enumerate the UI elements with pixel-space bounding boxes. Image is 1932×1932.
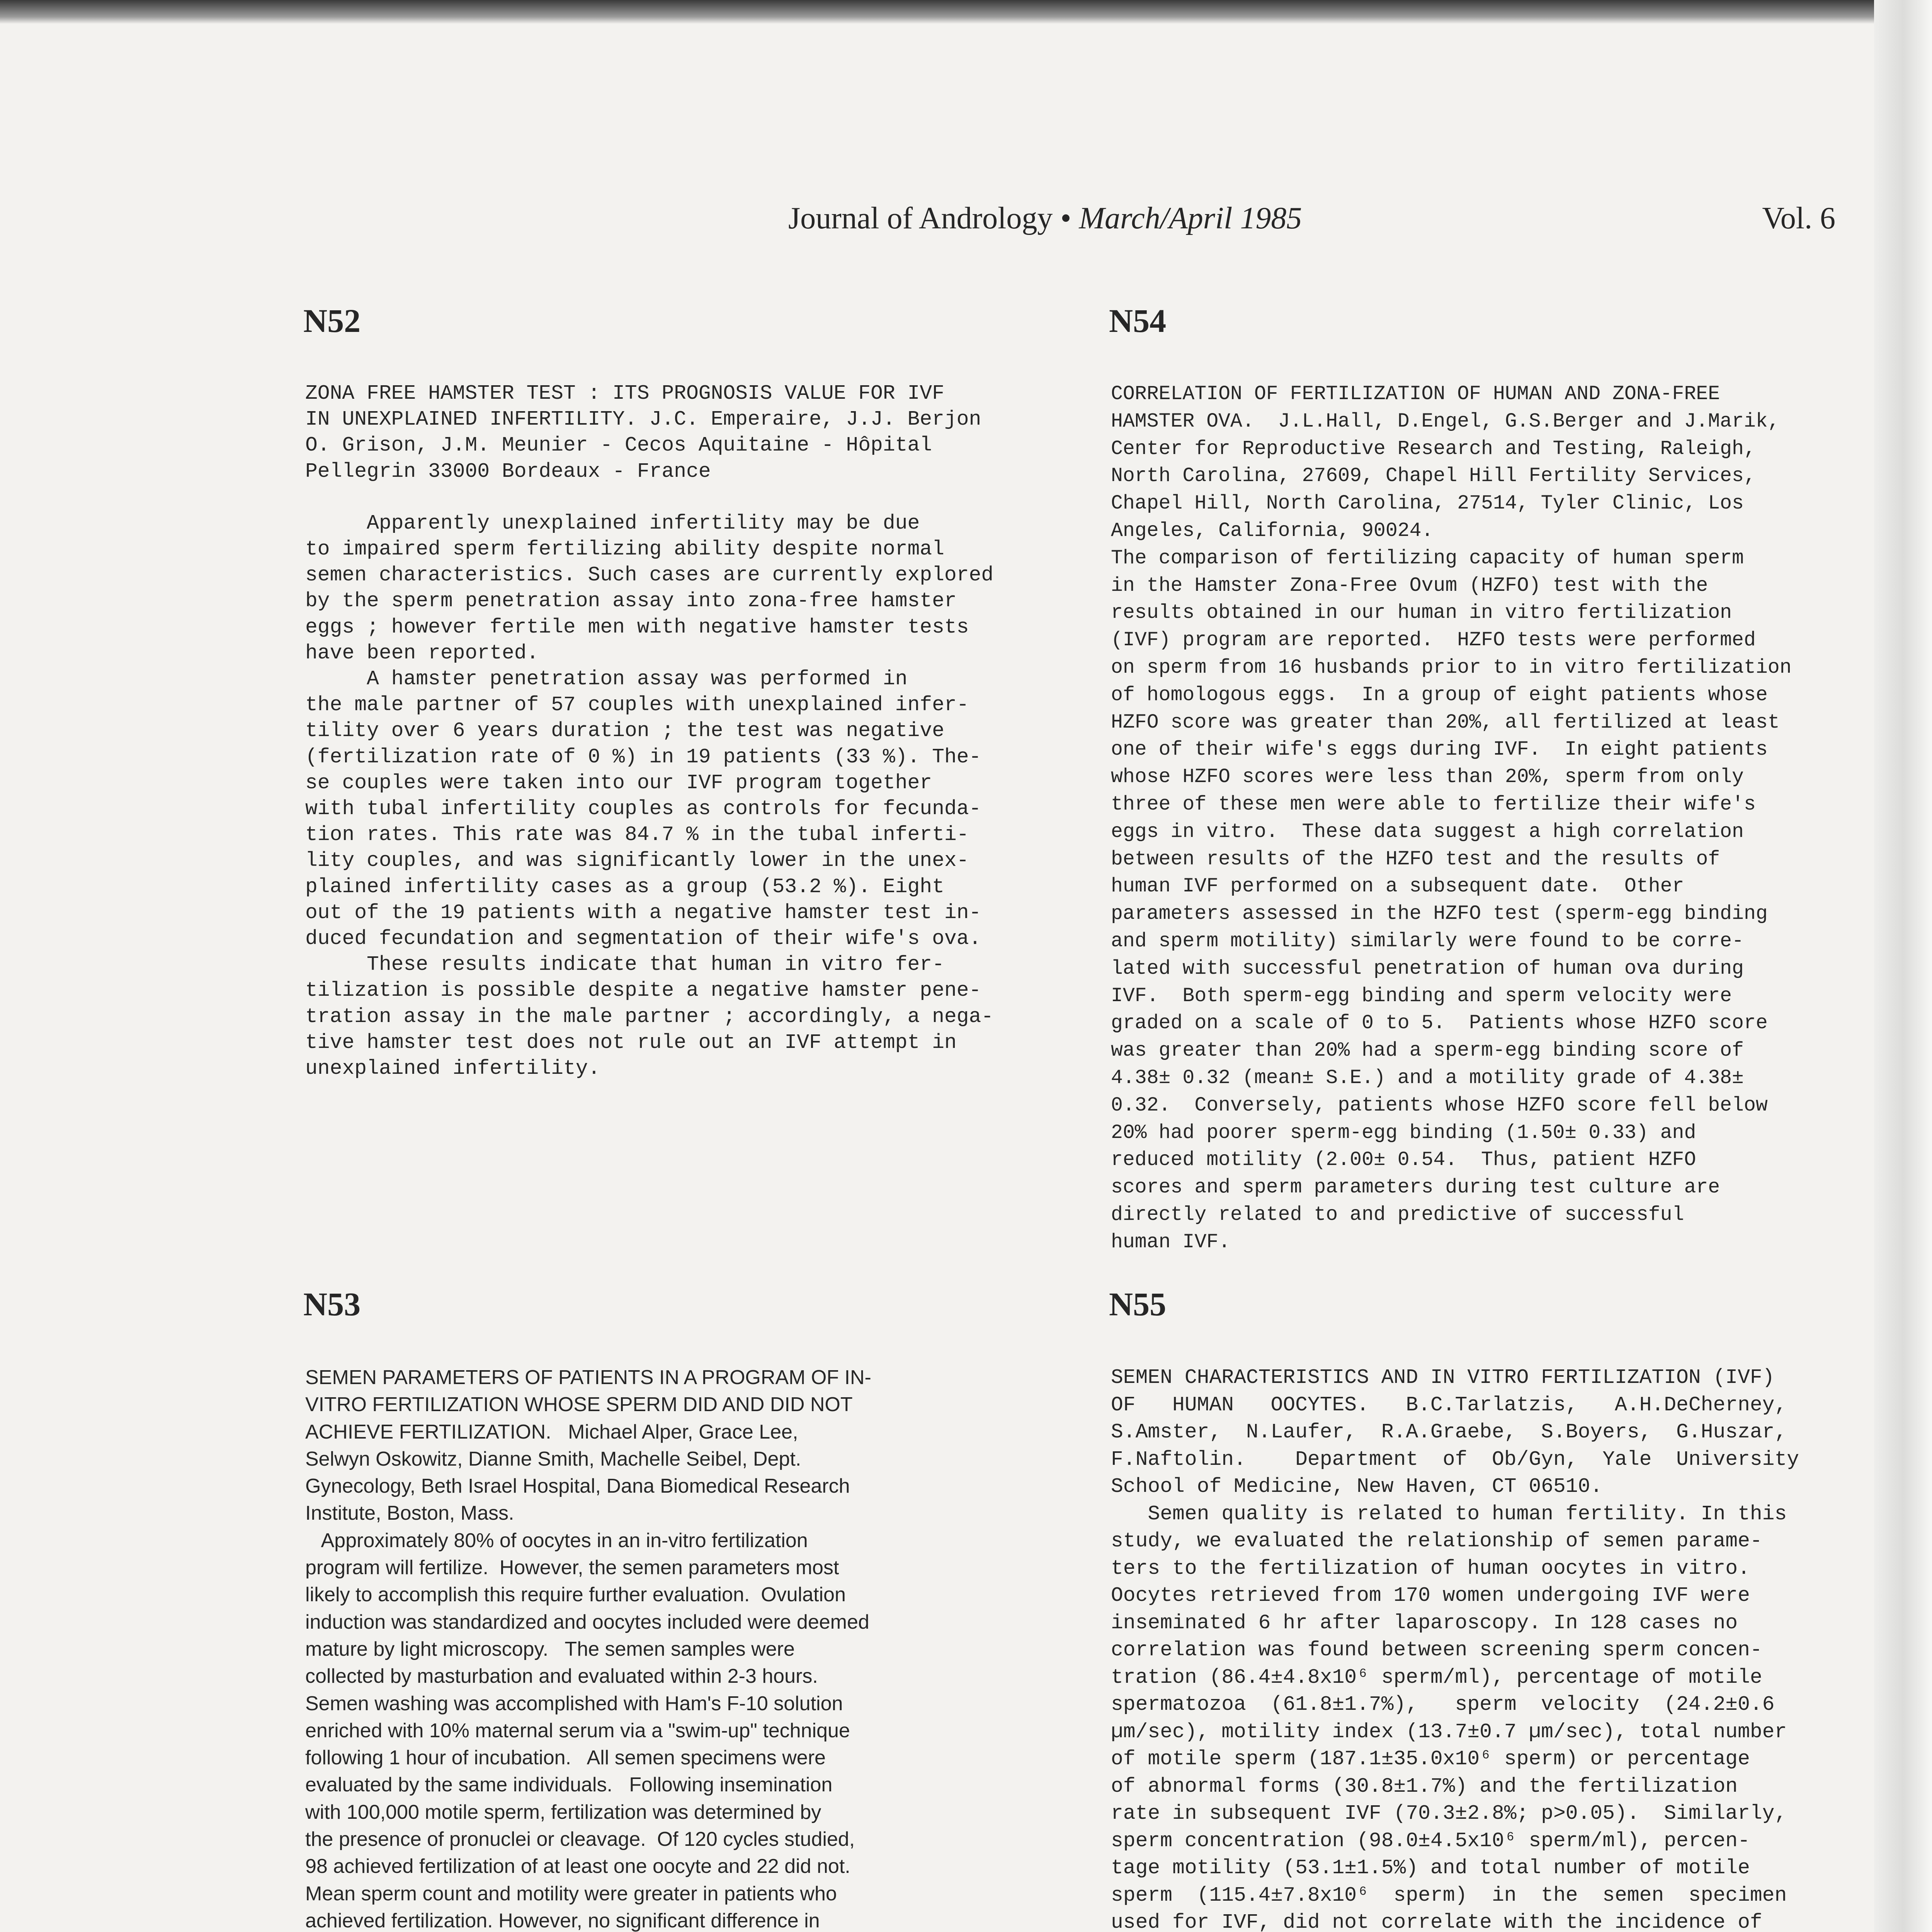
abstract-line: the presence of pronuclei or cleavage. Of 120 cycles studied,: [305, 1828, 855, 1851]
abstract-line: evaluated by the same individuals. Following insemination: [305, 1774, 833, 1796]
abstract-line: tration assay in the male partner ; accordingly, a nega-: [305, 1005, 994, 1028]
abstract-line: duced fecundation and segmentation of their wife's ova.: [305, 927, 981, 951]
abstract-line: 0.32. Conversely, patients whose HZFO score fell below: [1111, 1094, 1768, 1117]
abstract-line: collected by masturbation and evaluated within 2-3 hours.: [305, 1665, 818, 1688]
abstract-line: Center for Reproductive Research and Testing, Raleigh,: [1111, 437, 1756, 460]
abstract-line: was greater than 20% had a sperm-egg binding score of: [1111, 1039, 1744, 1062]
abstract-line: Pellegrin 33000 Bordeaux - France: [305, 459, 711, 483]
abstract-line: of motile sperm (187.1±35.0x10⁶ sperm) or percentage: [1111, 1747, 1750, 1770]
abstract-line: rate in subsequent IVF (70.3±2.8%; p>0.05). Similarly,: [1111, 1802, 1787, 1825]
abstract-line: in the Hamster Zona-Free Ovum (HZFO) test with the: [1111, 574, 1708, 597]
abstract-line: to impaired sperm fertilizing ability despite normal: [305, 537, 944, 561]
abstract-line: unexplained infertility.: [305, 1057, 600, 1080]
abstract-line: correlation was found between screening sperm concen-: [1111, 1638, 1762, 1662]
abstract-line: inseminated 6 hr after laparoscopy. In 128 cases no: [1111, 1611, 1738, 1634]
abstract-line: ZONA FREE HAMSTER TEST : ITS PROGNOSIS VALUE FOR IVF: [305, 382, 944, 405]
abstract-line: The comparison of fertilizing capacity of human sperm: [1111, 547, 1744, 570]
abstract-line: OF HUMAN OOCYTES. B.C.Tarlatzis, A.H.DeCherney,: [1111, 1393, 1787, 1417]
abstract-line: out of the 19 patients with a negative hamster test in-: [305, 901, 981, 924]
abstract-line: spermatozoa (61.8±1.7%), sperm velocity (24.2±0.6: [1111, 1693, 1775, 1716]
abstract-line: on sperm from 16 husbands prior to in vitro fertilization: [1111, 656, 1792, 679]
abstract-line: Chapel Hill, North Carolina, 27514, Tyler Clinic, Los: [1111, 492, 1744, 515]
abstract-line: graded on a scale of 0 to 5. Patients whose HZFO score: [1111, 1012, 1768, 1035]
abstract-line: ters to the fertilization of human oocytes in vitro.: [1111, 1556, 1750, 1580]
abstract-line: enriched with 10% maternal serum via a "swim-up" technique: [305, 1719, 850, 1742]
abstract-line: (IVF) program are reported. HZFO tests were performed: [1111, 629, 1756, 652]
abstract-line: Semen washing was accomplished with Ham's F-10 solution: [305, 1692, 843, 1715]
abstract-line: mature by light microscopy. The semen samples were: [305, 1638, 795, 1660]
abstract-line: µm/sec), motility index (13.7±0.7 µm/sec), total number: [1111, 1720, 1787, 1743]
abstract-line: eggs in vitro. These data suggest a high correlation: [1111, 820, 1744, 843]
abstract-line: These results indicate that human in vitro fer-: [305, 953, 944, 976]
abstract-line: by the sperm penetration assay into zona-free hamster: [305, 589, 957, 613]
abstract-line: of homologous eggs. In a group of eight patients whose: [1111, 684, 1768, 706]
abstract-line: (fertilization rate of 0 %) in 19 patients (33 %). The-: [305, 745, 981, 769]
abstract-line: Apparently unexplained infertility may be due: [305, 511, 920, 535]
scan-edge-right: [1874, 0, 1932, 1932]
abstract-line: Gynecology, Beth Israel Hospital, Dana Biomedical Research: [305, 1475, 850, 1498]
abstract-line: tage motility (53.1±1.5%) and total number of motile: [1111, 1856, 1750, 1879]
abstract-line: semen characteristics. Such cases are currently explored: [305, 563, 994, 587]
abstract-line: between results of the HZFO test and the results of: [1111, 848, 1720, 871]
journal-issue: March/April 1985: [1079, 201, 1302, 235]
abstract-line: Mean sperm count and motility were greater in patients who: [305, 1882, 837, 1905]
abstract-line: with tubal infertility couples as controls for fecunda-: [305, 797, 981, 821]
abstract-line: A hamster penetration assay was performed in: [305, 667, 908, 691]
abstract-line: CORRELATION OF FERTILIZATION OF HUMAN AND ZONA-FREE: [1111, 383, 1720, 405]
abstract-line: ACHIEVE FERTILIZATION. Michael Alper, Grace Lee,: [305, 1420, 798, 1443]
abstract-line: Oocytes retrieved from 170 women undergoing IVF were: [1111, 1584, 1750, 1607]
abstract-code-n52: N52: [303, 302, 361, 339]
abstract-line: tilization is possible despite a negative hamster pene-: [305, 979, 981, 1002]
abstract-line: IVF. Both sperm-egg binding and sperm velocity were: [1111, 985, 1732, 1007]
abstract-body-n53: [305, 1364, 871, 1932]
abstract-line: likely to accomplish this require further evaluation. Ovulation: [305, 1583, 846, 1606]
abstract-line: scores and sperm parameters during test culture are: [1111, 1176, 1720, 1199]
abstract-line: O. Grison, J.M. Meunier - Cecos Aquitaine - Hôpital: [305, 434, 932, 457]
abstract-line: F.Naftolin. Department of Ob/Gyn, Yale University: [1111, 1447, 1799, 1471]
abstract-line: 4.38± 0.32 (mean± S.E.) and a motility grade of 4.38±: [1111, 1066, 1744, 1089]
abstract-line: HAMSTER OVA. J.L.Hall, D.Engel, G.S.Berger and J.Marik,: [1111, 410, 1780, 433]
abstract-line: plained infertility cases as a group (53.2 %). Eight: [305, 875, 944, 898]
abstract-line: Selwyn Oskowitz, Dianne Smith, Machelle Seibel, Dept.: [305, 1447, 801, 1470]
abstract-line: S.Amster, N.Laufer, R.A.Graebe, S.Boyers, G.Huszar,: [1111, 1420, 1787, 1444]
abstract-line: human IVF performed on a subsequent date. Other: [1111, 875, 1684, 898]
abstract-line: results obtained in our human in vitro fertilization: [1111, 602, 1732, 624]
abstract-line: tive hamster test does not rule out an IVF attempt in: [305, 1031, 957, 1054]
abstract-line: Approximately 80% of oocytes in an in-vitro fertilization: [305, 1529, 808, 1552]
abstract-line: one of their wife's eggs during IVF. In eight patients: [1111, 738, 1768, 761]
abstract-body-n54: [1111, 381, 1792, 1256]
abstract-line: Institute, Boston, Mass.: [305, 1502, 514, 1525]
abstract-line: sperm (115.4±7.8x10⁶ sperm) in the semen specimen: [1111, 1883, 1787, 1907]
scan-edge-top: [0, 0, 1932, 24]
abstract-line: sperm concentration (98.0±4.5x10⁶ sperm/ml), percen-: [1111, 1829, 1750, 1852]
abstract-code-n55: N55: [1109, 1286, 1167, 1323]
abstract-line: reduced motility (2.00± 0.54. Thus, patient HZFO: [1111, 1149, 1696, 1172]
abstract-line: North Carolina, 27609, Chapel Hill Fertility Services,: [1111, 465, 1756, 488]
abstract-body-n52: [305, 381, 993, 1082]
abstract-line: SEMEN CHARACTERISTICS AND IN VITRO FERTILIZATION (IVF): [1111, 1366, 1775, 1389]
volume-number: Vol. 6: [1762, 201, 1835, 235]
abstract-line: parameters assessed in the HZFO test (sperm-egg binding: [1111, 903, 1768, 925]
abstract-line: following 1 hour of incubation. All semen specimens were: [305, 1747, 826, 1769]
abstract-line: 98 achieved fertilization of at least one oocyte and 22 did not.: [305, 1855, 850, 1878]
abstract-line: induction was standardized and oocytes included were deemed: [305, 1611, 869, 1633]
abstract-line: eggs ; however fertile men with negative hamster tests: [305, 615, 969, 639]
abstract-line: and sperm motility) similarly were found to be corre-: [1111, 930, 1744, 952]
abstract-line: directly related to and predictive of successful: [1111, 1203, 1684, 1226]
abstract-line: three of these men were able to fertilize their wife's: [1111, 793, 1756, 816]
abstract-line: the male partner of 57 couples with unexplained infer-: [305, 693, 969, 717]
running-header: [788, 201, 1835, 247]
header-separator: •: [1060, 201, 1071, 235]
abstract-line: program will fertilize. However, the semen parameters most: [305, 1556, 839, 1579]
abstract-line: School of Medicine, New Haven, CT 06510.: [1111, 1475, 1603, 1498]
abstract-line: lated with successful penetration of human ova during: [1111, 957, 1744, 980]
abstract-line: of abnormal forms (30.8±1.7%) and the fertilization: [1111, 1774, 1738, 1798]
abstract-line: Angeles, California, 90024.: [1111, 519, 1434, 542]
journal-citation: [788, 201, 1302, 236]
abstract-code-n54: N54: [1109, 302, 1167, 339]
abstract-line: with 100,000 motile sperm, fertilization was determined by: [305, 1801, 821, 1823]
abstract-line: tion rates. This rate was 84.7 % in the tubal inferti-: [305, 823, 969, 847]
abstract-line: HZFO score was greater than 20%, all fertilized at least: [1111, 711, 1780, 734]
abstract-line: IN UNEXPLAINED INFERTILITY. J.C. Emperaire, J.J. Berjon: [305, 408, 981, 431]
abstract-line: lity couples, and was significantly lower in the unex-: [305, 849, 969, 872]
abstract-line: human IVF.: [1111, 1231, 1231, 1253]
abstract-line: SEMEN PARAMETERS OF PATIENTS IN A PROGRAM OF IN-: [305, 1366, 871, 1389]
abstract-line: VITRO FERTILIZATION WHOSE SPERM DID AND DID NOT: [305, 1393, 853, 1416]
abstract-line: tility over 6 years duration ; the test was negative: [305, 719, 944, 743]
abstract-line: have been reported.: [305, 641, 539, 665]
abstract-line: Semen quality is related to human fertility. In this: [1111, 1502, 1787, 1526]
abstract-line: tration (86.4±4.8x10⁶ sperm/ml), percentage of motile: [1111, 1665, 1762, 1689]
abstract-code-n53: N53: [303, 1286, 361, 1323]
abstract-body-n55: [1111, 1364, 1799, 1932]
abstract-line: used for IVF, did not correlate with the incidence of: [1111, 1911, 1762, 1932]
journal-name: Journal of Andrology: [788, 201, 1053, 235]
abstract-line: study, we evaluated the relationship of semen parame-: [1111, 1529, 1762, 1553]
abstract-line: se couples were taken into our IVF program together: [305, 771, 932, 794]
abstract-line: [305, 485, 993, 510]
abstract-line: 20% had poorer sperm-egg binding (1.50± 0.33) and: [1111, 1121, 1696, 1144]
abstract-line: whose HZFO scores were less than 20%, sperm from only: [1111, 766, 1744, 789]
abstract-line: achieved fertilization. However, no significant difference in: [305, 1909, 820, 1932]
